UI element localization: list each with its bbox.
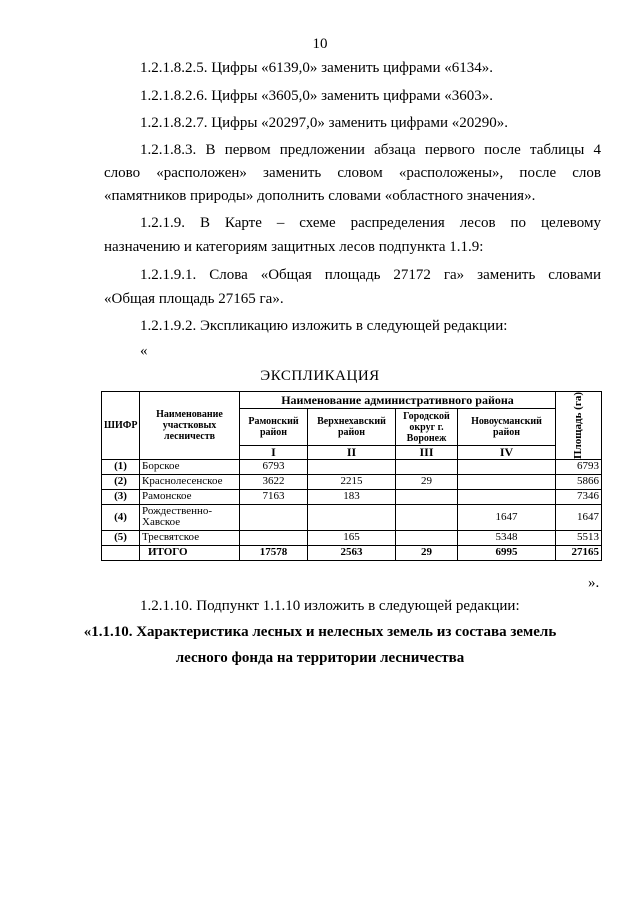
row-code: (5) [102, 530, 140, 545]
row-value-2 [308, 459, 396, 474]
paragraph-1-2-1-9-2: 1.2.1.9.2. Экспликацию изложить в следующей редакции: [140, 318, 508, 334]
header-forestry-name: Наименование участковых лесничеств [140, 392, 240, 460]
section-heading-line2: лесного фонда на территории лесничества [175, 650, 465, 666]
header-area: Площадь (га) [556, 392, 602, 460]
row-name: Рождественно-Хавское [140, 504, 240, 530]
table-row [102, 459, 602, 474]
row-value-2: 183 [308, 489, 396, 504]
paragraph-1-2-1-8-3-line2: слово «расположен» заменить словом «расположены», после слов [104, 165, 601, 181]
section-heading-line1: «1.1.10. Характеристика лесных и нелесных земель из состава земель [83, 624, 557, 640]
row-code: (3) [102, 489, 140, 504]
paragraph-1-2-1-9-1-line2: «Общая площадь 27165 га». [104, 291, 284, 307]
page-number: 10 [312, 36, 328, 52]
row-name: Тресвятское [140, 530, 240, 545]
row-value-1: 3622 [240, 474, 308, 489]
row-value-4: 1647 [458, 504, 556, 530]
paragraph-1-2-1-8-3-line1: 1.2.1.8.3. В первом предложении абзаца первого после таблицы 4 [140, 142, 601, 158]
header-district-4: Новоусманский район [458, 409, 556, 446]
paragraph-1-2-1-9-line1: 1.2.1.9. В Карте – схеме распределения лесов по целевому [140, 215, 601, 231]
table-row [102, 474, 602, 489]
row-value-4 [458, 489, 556, 504]
row-value-3 [396, 530, 458, 545]
paragraph-1-2-1-9-line2: назначению и категориям защитных лесов подпункта 1.1.9: [104, 239, 484, 255]
row-total: 7346 [556, 489, 602, 504]
row-value-1: 7163 [240, 489, 308, 504]
row-total: 5866 [556, 474, 602, 489]
paragraph-1-2-1-8-2-6: 1.2.1.8.2.6. Цифры «3605,0» заменить цифрами «3603». [140, 88, 494, 104]
header-district-3: Городской округ г. Воронеж [396, 409, 458, 446]
explication-title: ЭКСПЛИКАЦИЯ [260, 368, 380, 384]
total-value-1: 17578 [240, 545, 308, 560]
header-district-2: Верхнехавский район [308, 409, 396, 446]
row-code: (1) [102, 459, 140, 474]
row-value-4 [458, 459, 556, 474]
row-value-2 [308, 504, 396, 530]
row-value-3 [396, 504, 458, 530]
row-value-1 [240, 530, 308, 545]
header-roman-4: IV [458, 445, 556, 459]
row-value-4 [458, 474, 556, 489]
row-name: Борское [140, 459, 240, 474]
total-value-4: 6995 [458, 545, 556, 560]
row-value-2: 165 [308, 530, 396, 545]
row-value-1: 6793 [240, 459, 308, 474]
header-district-1: Рамонский район [240, 409, 308, 446]
row-code: (2) [102, 474, 140, 489]
row-total: 1647 [556, 504, 602, 530]
row-value-1 [240, 504, 308, 530]
opening-quote: « [140, 343, 148, 359]
row-value-3 [396, 459, 458, 474]
row-code: (4) [102, 504, 140, 530]
total-empty-cell [102, 545, 140, 560]
total-label: ИТОГО [140, 545, 240, 560]
header-roman-1: I [240, 445, 308, 459]
paragraph-1-2-1-9-1-line1: 1.2.1.9.1. Слова «Общая площадь 27172 га» заменить словами [140, 267, 601, 283]
total-value-3: 29 [396, 545, 458, 560]
row-value-2: 2215 [308, 474, 396, 489]
row-total: 5513 [556, 530, 602, 545]
explication-table [101, 391, 602, 561]
header-roman-3: III [396, 445, 458, 459]
row-value-4: 5348 [458, 530, 556, 545]
table-total-row [102, 545, 602, 560]
paragraph-1-2-1-10: 1.2.1.10. Подпункт 1.1.10 изложить в следующей редакции: [140, 598, 520, 614]
table-row [102, 530, 602, 545]
table-row [102, 489, 602, 504]
row-name: Краснолесенское [140, 474, 240, 489]
table-row [102, 504, 602, 530]
paragraph-1-2-1-8-2-5: 1.2.1.8.2.5. Цифры «6139,0» заменить цифрами «6134». [140, 60, 494, 76]
header-code: ШИФР [102, 392, 140, 460]
total-area: 27165 [556, 545, 602, 560]
paragraph-1-2-1-8-3-line3: «памятников природы» дополнить словами «областного значения». [104, 188, 536, 204]
paragraph-1-2-1-8-2-7: 1.2.1.8.2.7. Цифры «20297,0» заменить цифрами «20290». [140, 115, 509, 131]
row-total: 6793 [556, 459, 602, 474]
total-value-2: 2563 [308, 545, 396, 560]
row-value-3 [396, 489, 458, 504]
row-value-3: 29 [396, 474, 458, 489]
closing-quote: ». [588, 575, 600, 591]
header-roman-2: II [308, 445, 396, 459]
row-name: Рамонское [140, 489, 240, 504]
header-district-group: Наименование административного района [240, 392, 556, 409]
